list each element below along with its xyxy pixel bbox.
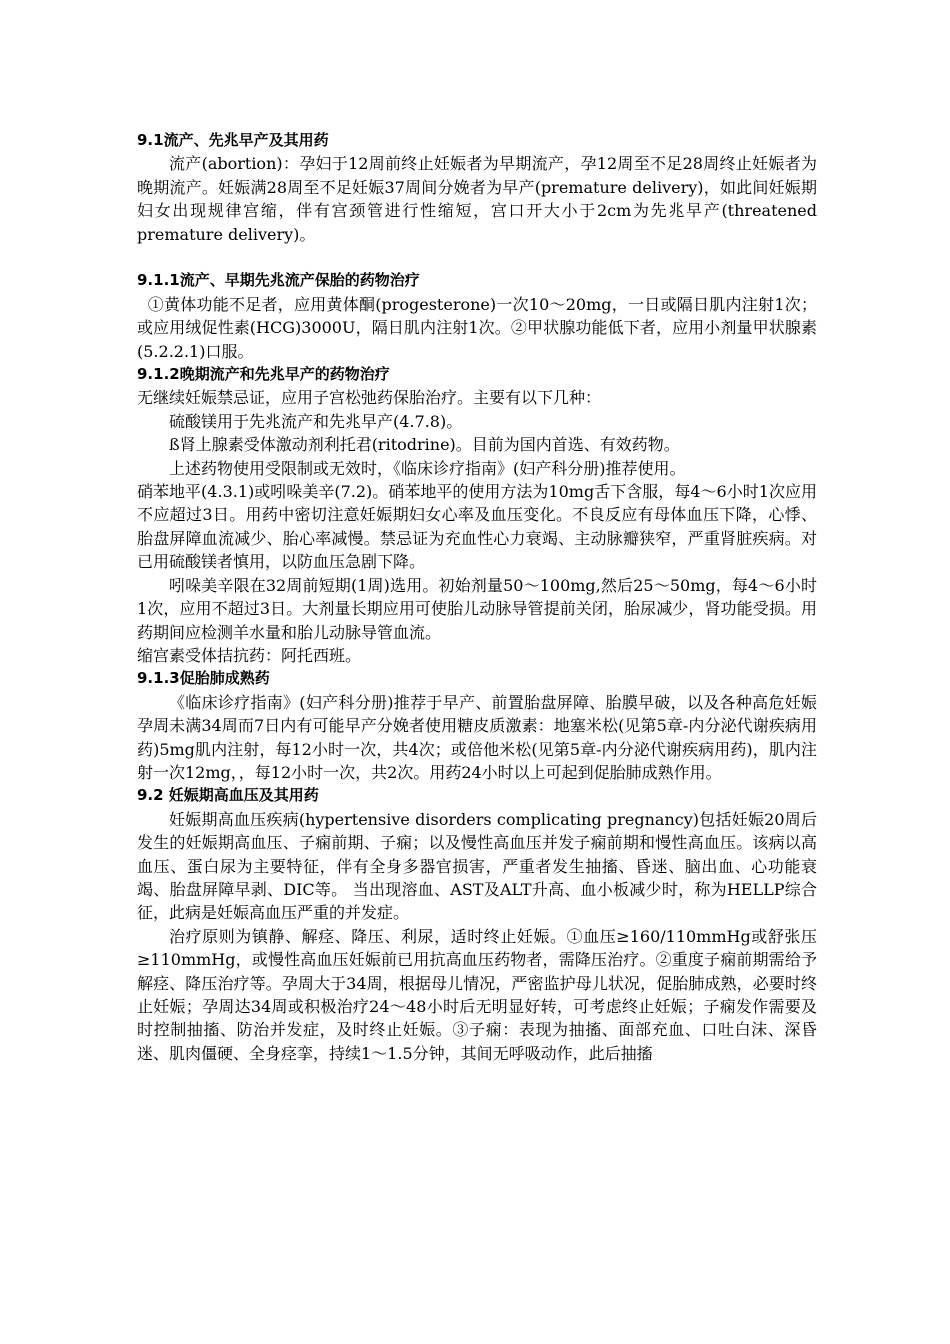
paragraph: 治疗原则为镇静、解痉、降压、利尿，适时终止妊娠。①血压≥160/110mmHg或舒张压≥110mmHg，或慢性高血压妊娠前已用抗高血压药物者，需降压治疗。②重度子痫前期需给予解痉、降压治疗等。孕周大于34周，根据母儿情况，严密监护母儿状况，促胎肺成熟，必要时终止妊娠；孕周达34周或积极治疗24～48小时后无明显好转，可考虑终止妊娠；子痫发作需要及时控制抽搐、防治并发症，及时终止妊娠。③子痫：表现为抽搐、面部充血、口吐白沫、深昏迷、肌肉僵硬、全身痉挛，持续1～1.5分钟，其间无呼吸动作，此后抽搐 — [137, 926, 817, 1063]
document-page — [137, 129, 817, 1065]
section-heading: 9.1流产、先兆早产及其用药 — [137, 131, 329, 149]
paragraph: ①黄体功能不足者，应用黄体酮(progesterone)一次10～20mg，一日或隔日肌内注射1次；或应用绒促性素(HCG)3000U，隔日肌内注射1次。②甲状腺功能低下者，应用小剂量甲状腺素(5.2.2.1)口服。 — [137, 294, 818, 361]
section-heading: 9.1.3促胎肺成熟药 — [137, 669, 270, 688]
paragraph: ß肾上腺素受体激动剂利托君(ritodrine)。目前为国内首选、有效药物。 — [169, 435, 680, 455]
paragraph: 《临床诊疗指南》(妇产科分册)推荐于早产、前置胎盘屏障、胎膜早破，以及各种高危妊娠孕周未满34周而7日内有可能早产分娩者使用糖皮质激素：地塞米松(见第5章-内分泌代谢疾病用药)5mg肌内注射，每12小时一次，共4次；或倍他米松(见第5章-内分泌代谢疾病用药)，肌内注射一次12mg，，每12小时一次，共2次。用药24小时以上可起到促胎肺成熟作用。 — [137, 692, 817, 782]
paragraph: 硝苯地平(4.3.1)或吲哚美辛(7.2)。硝苯地平的使用方法为10mg舌下含服，每4～6小时1次应用不应超过3日。用药中密切注意妊娠期妇女心率及血压变化。不良反应有母体血压下降，心悸、胎盘屏障血流减少、胎心率减慢。禁忌证为充血性心力衰竭、主动脉瓣狭窄，严重肾脏疾病。对已用硫酸镁者慎用，以防血压急剧下降。 — [137, 482, 817, 572]
paragraph: 流产(abortion)：孕妇于12周前终止妊娠者为早期流产，孕12周至不足28周终止妊娠者为晚期流产。妊娠满28周至不足妊娠37周间分娩者为早产(premature delivery)，如此间妊娠期妇女出现规律宫缩，伴有宫颈管进行性缩短，宫口开大小于2cm为先兆早产(threatened premature delivery)。 — [137, 154, 817, 244]
section-heading: 9.1.1流产、早期先兆流产保胎的药物治疗 — [137, 271, 420, 290]
section-heading: 9.1.2晚期流产和先兆早产的药物治疗 — [137, 365, 390, 384]
paragraph: 无继续妊娠禁忌证，应用子宫松弛药保胎治疗。主要有以下几种： — [137, 388, 602, 408]
paragraph: 上述药物使用受限制或无效时，《临床诊疗指南》(妇产科分册)推荐使用。 — [169, 458, 686, 478]
blank-line — [137, 246, 817, 269]
section-heading: 9.2 妊娠期高血压及其用药 — [137, 786, 319, 805]
paragraph: 硫酸镁用于先兆流产和先兆早产(4.7.8)。 — [169, 411, 463, 431]
paragraph: 妊娠期高血压疾病(hypertensive disorders complicating pregnancy)包括妊娠20周后发生的妊娠期高血压、子痫前期、子痫；以及慢性高血压并发子痫前期和慢性高血压。该病以高血压、蛋白尿为主要特征，伴有全身多器官损害，严重者发生抽搐、昏迷、脑出血、心功能衰竭、胎盘屏障早剥、DIC等。 当出现溶血、AST及ALT升高、血小板减少时，称为HELLP综合征，此病是妊娠高血压严重的并发症。 — [137, 809, 817, 923]
paragraph: 吲哚美辛限在32周前短期(1周)选用。初始剂量50～100mg,然后25～50mg，每4～6小时1次，应用不超过3日。大剂量长期应用可使胎儿动脉导管提前关闭，胎尿减少，肾功能受损。用药期间应检测羊水量和胎儿动脉导管血流。 — [137, 575, 817, 642]
paragraph: 缩宫素受体拮抗药：阿托西班。 — [137, 645, 362, 665]
